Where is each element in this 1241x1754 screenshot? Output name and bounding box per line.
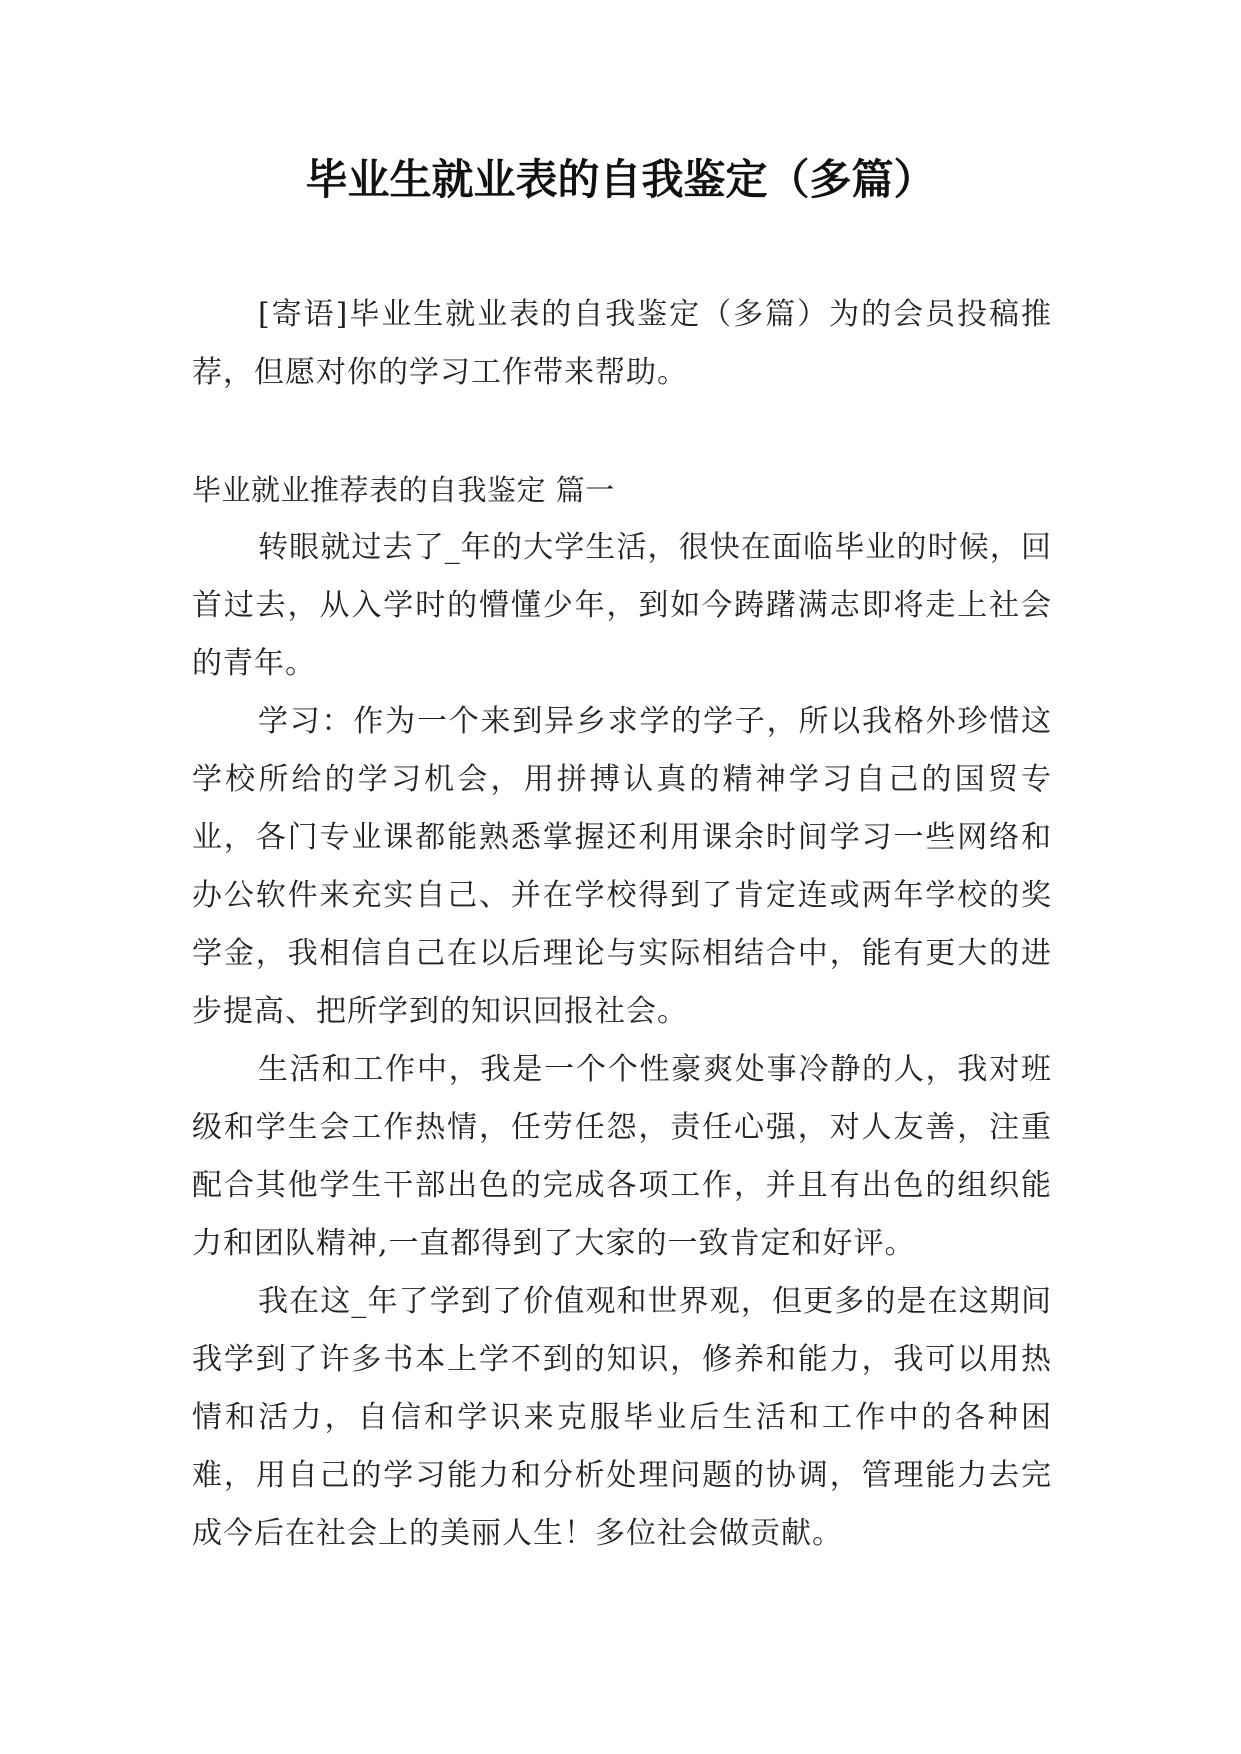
body-paragraph: 学习：作为一个来到异乡求学的学子，所以我格外珍惜这学校所给的学习机会，用拼搏认真的精神学习自己的国贸专业，各门专业课都能熟悉掌握还利用课余时间学习一些网络和办公软件来充实自己、并在学校得到了肯定连或两年学校的奖学金，我相信自己在以后理论与实际相结合中，能有更大的进步提高、把所学到的知识回报社会。: [192, 704, 1052, 1029]
body-paragraph: 生活和工作中，我是一个个性豪爽处事冷静的人，我对班级和学生会工作热情，任劳任怨，责任心强，对人友善，注重配合其他学生干部出色的完成各项工作，并且有出色的组织能力和团队精神,一直都得到了大家的一致肯定和好评。: [192, 1052, 1052, 1261]
document-title: 毕业生就业表的自我鉴定（多篇）: [305, 155, 936, 204]
section-heading: 毕业就业推荐表的自我鉴定 篇一: [192, 473, 615, 507]
intro-paragraph: [寄语]毕业生就业表的自我鉴定（多篇）为的会员投稿推荐，但愿对你的学习工作带来帮助。: [192, 297, 1052, 390]
section-one: [192, 461, 1052, 1563]
intro-block: [192, 286, 1052, 402]
body-paragraph: 我在这_年了学到了价值观和世界观，但更多的是在这期间我学到了许多书本上学不到的知识，修养和能力，我可以用热情和活力，自信和学识来克服毕业后生活和工作中的各种困难，用自己的学习能力和分析处理问题的协调，管理能力去完成今后在社会上的美丽人生！多位社会做贡献。: [192, 1284, 1052, 1551]
body-paragraph: 转眼就过去了_年的大学生活，很快在面临毕业的时候，回首过去，从入学时的懵懂少年，到如今踌躇满志即将走上社会的青年。: [192, 530, 1052, 681]
